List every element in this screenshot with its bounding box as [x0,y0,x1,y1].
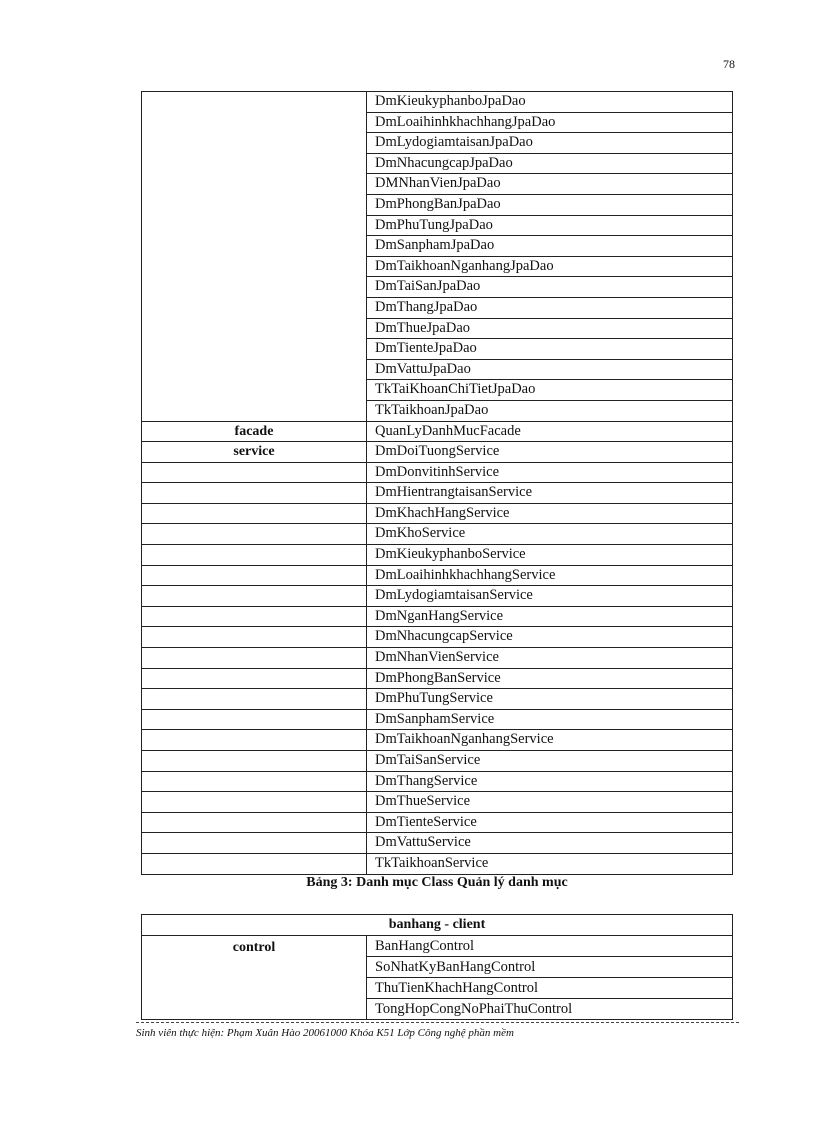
empty-package-cell [142,709,367,730]
class-name-cell: DmPhongBanService [367,668,733,689]
table-row [142,565,733,586]
class-name-cell: DmLoaihinhkhachhangService [367,565,733,586]
table-row [142,792,733,813]
class-name-cell: DmHientrangtaisanService [367,483,733,504]
class-table-quan-ly-danh-muc [141,91,733,875]
class-name-cell: DmTaiSanJpaDao [367,277,733,298]
empty-package-cell [142,853,367,874]
class-name-cell: DmTienteJpaDao [367,339,733,360]
class-name-cell: ThuTienKhachHangControl [367,978,733,999]
package-cell: service [142,442,367,463]
class-table-banhang-client [141,914,733,1020]
class-name-cell: DmSanphamJpaDao [367,236,733,257]
table-row [142,586,733,607]
table-row [142,812,733,833]
class-name-cell: TkTaikhoanService [367,853,733,874]
empty-package-cell [142,483,367,504]
class-name-cell: TkTaikhoanJpaDao [367,400,733,421]
class-name-cell: QuanLyDanhMucFacade [367,421,733,442]
package-cell: control [142,936,367,1020]
class-name-cell: DmDonvitinhService [367,462,733,483]
package-cell [142,92,367,422]
empty-package-cell [142,689,367,710]
class-name-cell: DmPhuTungService [367,689,733,710]
empty-package-cell [142,730,367,751]
table-row [142,545,733,566]
empty-package-cell [142,586,367,607]
table-row [142,730,733,751]
empty-package-cell [142,792,367,813]
table-row [142,627,733,648]
empty-package-cell [142,751,367,772]
class-name-cell: DmNhacungcapService [367,627,733,648]
empty-package-cell [142,627,367,648]
class-name-cell: DmKhachHangService [367,503,733,524]
class-name-cell: DmThangJpaDao [367,297,733,318]
empty-package-cell [142,524,367,545]
class-name-cell: DmThueJpaDao [367,318,733,339]
table-row [142,421,733,442]
empty-package-cell [142,668,367,689]
table-caption: Bảng 3: Danh mục Class Quản lý danh mục [306,875,568,890]
class-name-cell: DmSanphamService [367,709,733,730]
class-name-cell: DmThangService [367,771,733,792]
empty-package-cell [142,648,367,669]
class-name-cell: SoNhatKyBanHangControl [367,957,733,978]
table-row [142,853,733,874]
class-name-cell: DmTaikhoanNganhangService [367,730,733,751]
table-row [142,524,733,545]
table-row [142,668,733,689]
table-row [142,936,733,957]
class-name-cell: DmTaiSanService [367,751,733,772]
table-header: banhang - client [142,915,733,936]
class-name-cell: DmDoiTuongService [367,442,733,463]
class-name-cell: DmKhoService [367,524,733,545]
table-row [142,442,733,463]
table-row [142,648,733,669]
page-footer: Sinh viên thực hiện: Phạm Xuân Hào 20061000 Khóa K51 Lớp Công nghệ phần mềm [136,1027,514,1039]
class-name-cell: DmKieukyphanboService [367,545,733,566]
table-row [142,462,733,483]
footer-divider [136,1022,739,1023]
class-name-cell: DmTienteService [367,812,733,833]
class-name-cell: DmNhacungcapJpaDao [367,153,733,174]
class-name-cell: DmVattuJpaDao [367,359,733,380]
class-name-cell: DmPhongBanJpaDao [367,194,733,215]
class-name-cell: DmPhuTungJpaDao [367,215,733,236]
class-name-cell: DmThueService [367,792,733,813]
table-row [142,833,733,854]
page-number: 78 [723,57,735,71]
table-row [142,689,733,710]
empty-package-cell [142,771,367,792]
empty-package-cell [142,462,367,483]
empty-package-cell [142,565,367,586]
table-row [142,503,733,524]
class-name-cell: DMNhanVienJpaDao [367,174,733,195]
table-row [142,771,733,792]
table-row [142,483,733,504]
class-name-cell: TongHopCongNoPhaiThuControl [367,999,733,1020]
package-cell: facade [142,421,367,442]
class-name-cell: TkTaiKhoanChiTietJpaDao [367,380,733,401]
class-name-cell: DmTaikhoanNganhangJpaDao [367,256,733,277]
class-name-cell: DmLydogiamtaisanJpaDao [367,133,733,154]
class-name-cell: BanHangControl [367,936,733,957]
class-name-cell: DmLydogiamtaisanService [367,586,733,607]
class-name-cell: DmNhanVienService [367,648,733,669]
empty-package-cell [142,812,367,833]
table-row [142,92,733,113]
class-name-cell: DmKieukyphanboJpaDao [367,92,733,113]
table-row [142,709,733,730]
table-row [142,606,733,627]
class-name-cell: DmNganHangService [367,606,733,627]
class-name-cell: DmVattuService [367,833,733,854]
empty-package-cell [142,545,367,566]
empty-package-cell [142,503,367,524]
class-name-cell: DmLoaihinhkhachhangJpaDao [367,112,733,133]
table-header-row [142,915,733,936]
table-row [142,751,733,772]
empty-package-cell [142,606,367,627]
empty-package-cell [142,833,367,854]
